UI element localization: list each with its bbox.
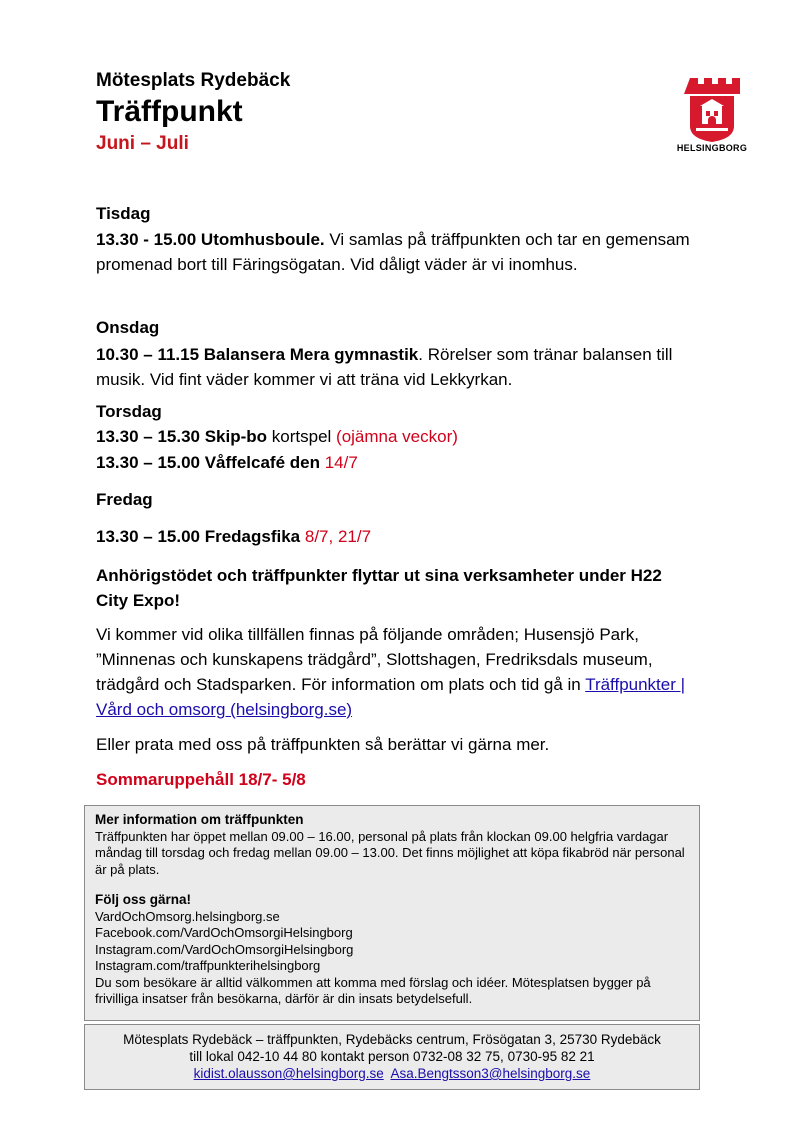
- page-title: Träffpunkt: [96, 95, 243, 128]
- traffpunkter-link[interactable]: Träffpunkter | Vård och omsorg (helsingborg.se): [96, 675, 686, 719]
- wednesday-description: . Rörelser som tränar balansen till musik. Vid fint väder kommer vi att träna vid Lekkyrkan.: [96, 345, 673, 389]
- tuesday-time: 13.30 - 15.00 Utomhusboule.: [96, 230, 325, 249]
- tuesday-description: Vi samlas på träffpunkten och tar en gemensam promenad bort till Färingsögatan. Vid dåligt väder är vi inomhus.: [96, 230, 690, 274]
- expo-description: [96, 622, 702, 722]
- thursday-heading: Torsdag: [96, 402, 162, 421]
- footer-address: Mötesplats Rydebäck – träffpunkten, Rydebäcks centrum, Frösögatan 3, 25730 Rydebäck: [123, 1032, 661, 1047]
- wednesday-activity: [96, 342, 686, 392]
- info-heading: Mer information om träffpunkten: [95, 812, 304, 827]
- thursday-note-1: (ojämna veckor): [336, 427, 458, 446]
- friday-time: 13.30 – 15.00 Fredagsfika: [96, 527, 301, 546]
- email-link-kidist[interactable]: kidist.olausson@helsingborg.se: [193, 1066, 384, 1081]
- info-box: [84, 805, 700, 1021]
- social-link-instagram-2[interactable]: Instagram.com/traffpunkterihelsingborg: [95, 958, 321, 973]
- friday-heading: Fredag: [96, 490, 153, 509]
- info-text: Träffpunkten har öppet mellan 09.00 – 16.00, personal på plats från klockan 09.00 helgfria vardagar måndag till torsdag och fredag mellan 09.00 – 13.00. Det finns möjlighet att köpa fikabröd när personal är på plats.: [95, 828, 685, 877]
- thursday-activity-1: [96, 427, 458, 447]
- closing-text: Du som besökare är alltid välkommen att komma med förslag och idéer. Mötesplatsen bygger på frivilliga insatser från besökarna, därför är din insats betydelsefull.: [95, 974, 651, 1006]
- contact-text: Eller prata med oss på träffpunkten så berättar vi gärna mer.: [96, 735, 550, 754]
- period-label: Juni – Juli: [96, 133, 189, 154]
- social-link-instagram-1[interactable]: Instagram.com/VardOchOmsorgiHelsingborg: [95, 941, 354, 957]
- wednesday-heading: Onsdag: [96, 318, 160, 337]
- contact-footer: [84, 1024, 700, 1090]
- friday-activity: [96, 527, 371, 547]
- thursday-activity-2: [96, 453, 358, 473]
- wednesday-time: 10.30 – 11.15 Balansera Mera gymnastik: [96, 345, 419, 364]
- social-link-website[interactable]: VardOchOmsorg.helsingborg.se: [95, 908, 280, 924]
- email-link-asa[interactable]: Asa.Bengtsson3@helsingborg.se: [390, 1066, 591, 1081]
- summer-break: Sommaruppehåll 18/7- 5/8: [96, 770, 306, 789]
- logo-wordmark: HELSINGBORG: [676, 143, 748, 153]
- footer-phone: till lokal 042-10 44 80 kontakt person 0732-08 32 75, 0730-95 82 21: [189, 1049, 595, 1064]
- tuesday-activity: [96, 227, 716, 277]
- social-link-facebook[interactable]: Facebook.com/VardOchOmsorgiHelsingborg: [95, 925, 353, 940]
- footer-emails: [85, 1065, 699, 1082]
- follow-heading: Följ oss gärna!: [95, 892, 192, 907]
- thursday-time-1: 13.30 – 15.30 Skip-bo: [96, 427, 268, 446]
- thursday-time-2: 13.30 – 15.00 Våffelcafé den: [96, 453, 320, 472]
- thursday-date-2: 14/7: [319, 453, 358, 472]
- friday-dates: 8/7, 21/7: [300, 527, 372, 546]
- thursday-description-1: kortspel: [267, 427, 337, 446]
- tuesday-heading: Tisdag: [96, 204, 151, 223]
- expo-text: Vi kommer vid olika tillfällen finnas på följande områden; Husensjö Park, ”Minnenas och kunskapens trädgård”, Slottshagen, Fredriksdals museum, trädgård och Stadsparken. För information om plats och tid gå in: [96, 625, 653, 694]
- organization-name: Mötesplats Rydebäck: [96, 70, 291, 91]
- expo-heading: Anhörigstödet och träffpunkter flyttar ut sina verksamheter under H22 City Expo!: [96, 566, 662, 610]
